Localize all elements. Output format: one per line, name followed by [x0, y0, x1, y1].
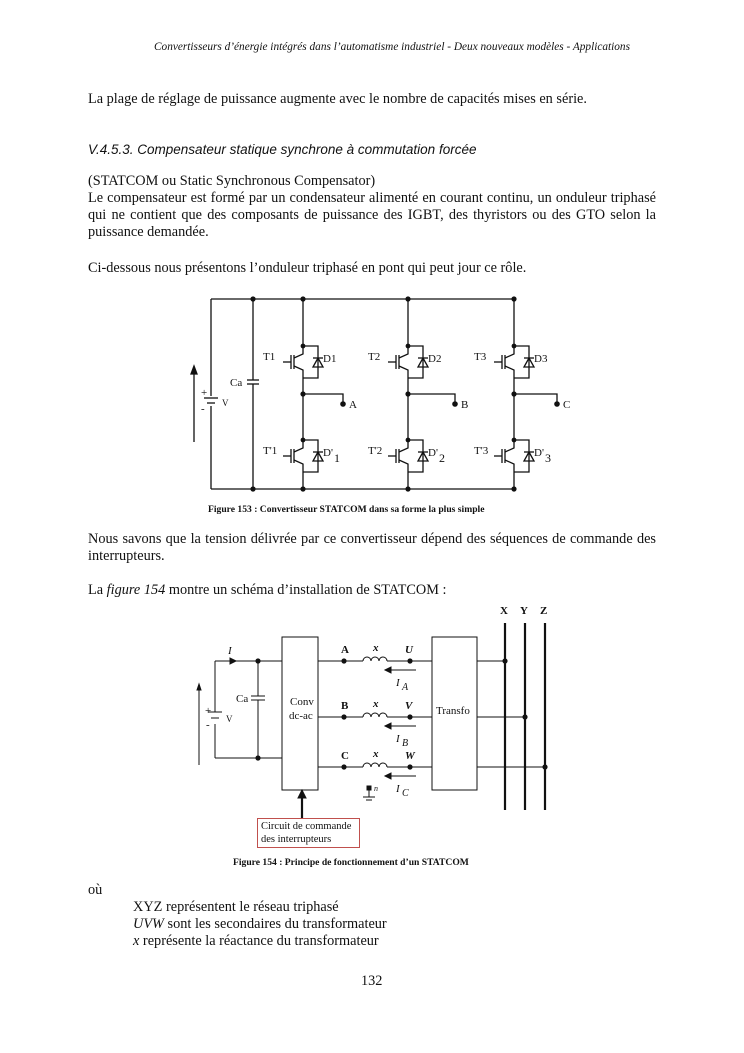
section-title: V.4.5.3. Compensateur statique synchrone à commutation forcée [88, 142, 477, 157]
arrow-head [385, 773, 391, 779]
transistor-label: T2 [368, 351, 381, 363]
diode-label: D' [534, 447, 544, 459]
transistor-label: T'2 [368, 445, 383, 457]
transistor-label: T'1 [263, 445, 278, 457]
node-dot [407, 714, 412, 719]
running-header: Convertisseurs d’énergie intégrés dans l’automatisme industriel - Deux nouveaux modèles - Applications [154, 41, 630, 53]
current-label: I [228, 645, 232, 657]
diode-subscript: 1 [334, 451, 340, 465]
definition-item: x représente la réactance du transformateur [133, 933, 379, 949]
diode-label: D1 [323, 353, 337, 365]
control-label: Circuit de commande [261, 821, 352, 832]
reactance-label: x [373, 698, 379, 710]
diode-label: D2 [428, 353, 442, 365]
figure-caption: Figure 154 : Principe de fonctionnement d’un STATCOM [233, 857, 469, 868]
transistor-label: T1 [263, 351, 276, 363]
diode-label: D3 [534, 353, 548, 365]
transistor-label: T3 [474, 351, 487, 363]
reactance-label: x [373, 642, 379, 654]
bus-label: Z [540, 605, 548, 617]
paragraph: (STATCOM ou Static Synchronous Compensator) [88, 173, 376, 189]
bus-label: X [500, 605, 508, 617]
bus-label: Y [520, 605, 528, 617]
transistor-label: T'3 [474, 445, 489, 457]
transformer-label: Transfo [436, 705, 470, 717]
paragraph: La figure 154 montre un schéma d’installation de STATCOM : [88, 582, 447, 598]
control-circuit-box [257, 818, 360, 848]
output-terminal-label: B [461, 399, 469, 411]
arrow-head [197, 684, 201, 690]
plus-sign: + [201, 387, 208, 399]
inductor-icon [363, 713, 387, 717]
arrow-head [385, 667, 391, 673]
secondary-label: U [405, 644, 413, 656]
neutral-label: n [374, 784, 378, 793]
diode-subscript: 3 [545, 451, 551, 465]
phase-label: C [341, 750, 349, 762]
current-arrow [230, 658, 236, 664]
capacitor-label: Ca [230, 377, 243, 389]
voltage-label: V [226, 714, 233, 724]
phase-label: A [341, 644, 349, 656]
diode-label: D' [428, 447, 438, 459]
diode-label: D' [323, 447, 333, 459]
inductor-icon [363, 657, 387, 661]
neutral-node [367, 786, 371, 790]
current-label: I [396, 783, 400, 795]
capacitor-label: Ca [236, 693, 249, 705]
diode-subscript: 2 [439, 451, 445, 465]
current-subscript: C [402, 788, 409, 799]
current-subscript: A [402, 682, 409, 693]
minus-sign: - [206, 719, 210, 731]
converter-label: Conv [290, 696, 314, 708]
definition-item: UVW sont les secondaires du transformateur [133, 916, 387, 932]
inductor-icon [363, 763, 387, 767]
reactance-label: x [373, 748, 379, 760]
node-dot [407, 764, 412, 769]
voltage-label: V [222, 398, 229, 408]
paragraph: Nous savons que la tension délivrée par ce convertisseur dépend des séquences de commande des interrupteurs. [88, 531, 656, 564]
arrow-head [385, 723, 391, 729]
page-number: 132 [361, 973, 383, 989]
node-dot [407, 658, 412, 663]
phase-label: B [341, 700, 349, 712]
output-terminal-label: A [349, 399, 357, 411]
definition-item: XYZ représentent le réseau triphasé [133, 899, 339, 915]
node-dot [341, 714, 346, 719]
current-label: I [396, 733, 400, 745]
arrow-head [298, 790, 306, 798]
current-subscript: B [402, 738, 409, 749]
figure-caption: Figure 153 : Convertisseur STATCOM dans sa forme la plus simple [208, 504, 485, 515]
paragraph: La plage de réglage de puissance augmente avec le nombre de capacités mises en série. [88, 91, 587, 107]
node-dot [341, 764, 346, 769]
current-label: I [396, 677, 400, 689]
secondary-label: W [405, 750, 415, 762]
where-label: où [88, 882, 103, 898]
minus-sign: - [201, 403, 205, 415]
control-label: des interrupteurs [261, 834, 332, 845]
output-terminal-label: C [563, 399, 571, 411]
paragraph: Le compensateur est formé par un condensateur alimenté en courant continu, un onduleur triphasé qui ne contient que des composants de puissance des IGBT, des thyristors ou des GTO selon la puissance demandée. [88, 190, 656, 240]
node-dot [341, 658, 346, 663]
secondary-label: V [405, 700, 413, 712]
paragraph: Ci-dessous nous présentons l’onduleur triphasé en pont qui peut jour ce rôle. [88, 260, 527, 276]
converter-label: dc-ac [289, 710, 313, 722]
plus-sign: + [205, 705, 212, 717]
